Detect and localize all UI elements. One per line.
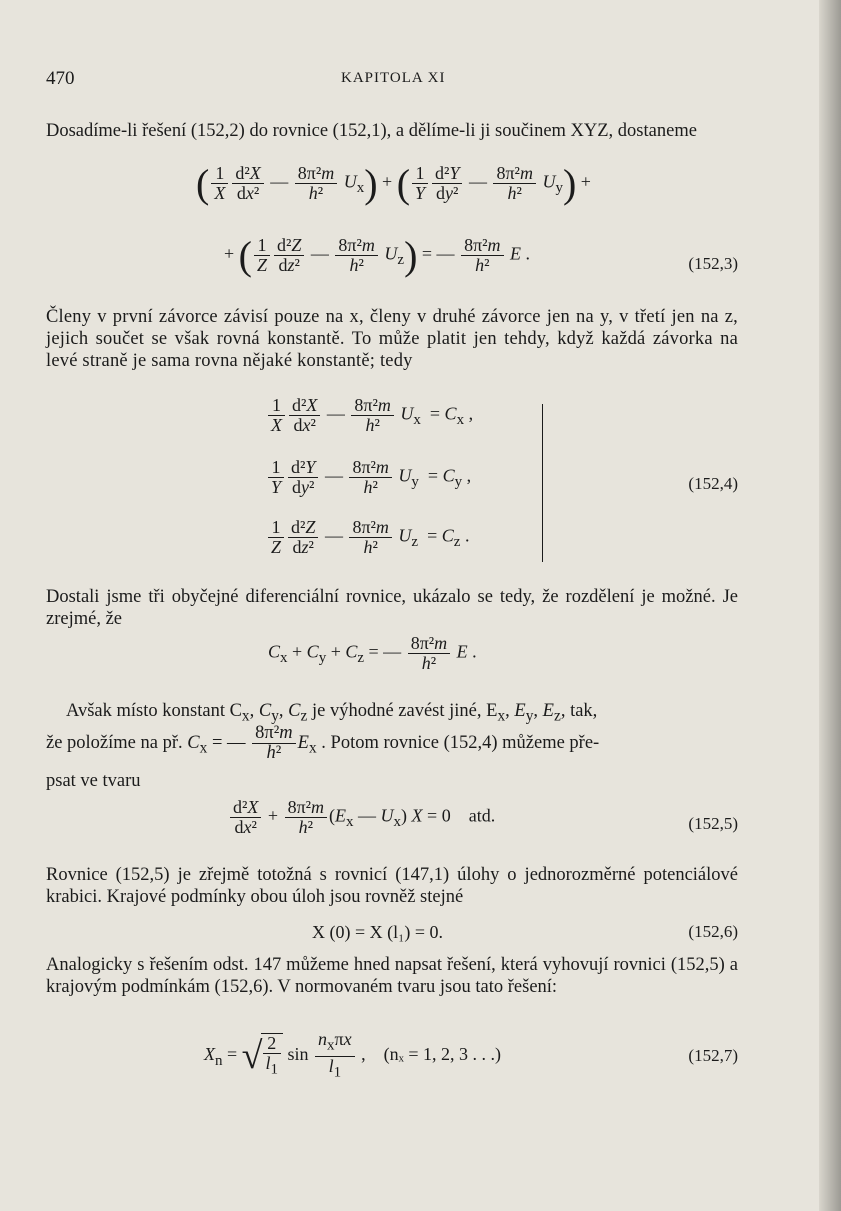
- p4-text-c: tak,: [570, 701, 598, 721]
- equation-constants-sum: $C_x + C_y + C_z$ = — $\frac{\text{8π²m}}{\text{h²}}$ E .: [268, 633, 477, 673]
- eq-number-152-5: (152,5): [688, 814, 738, 833]
- p4-text-a: Avšak místo konstant C: [66, 701, 242, 721]
- eq-number-152-3: (152,3): [688, 254, 738, 273]
- p4-text-b: je výhodné zavést jiné, E: [311, 701, 498, 721]
- equation-group-brace: [538, 404, 543, 562]
- equation-152-5: $\frac{\text{d²X}}{\text{dx²}}$ + $\frac{\text{8π²m}}{\text{h²}}$ ($E_x$ — $U_x$) X = 0 atd.: [228, 798, 495, 837]
- eq-number-152-7: (152,7): [688, 1046, 738, 1065]
- paragraph-4-line2: že položíme na př. $C_x$ = — $\frac{\text{8π²m}}{\text{h²}}$ $E_x$ . Potom rovnice (152,4) můžeme pře-: [46, 723, 600, 763]
- equation-152-3-line2: + ( $\frac{1}{Z}$ $\frac{\text{d²Z}}{\text{dz²}}$ — $\frac{\text{8π²m}}{\text{h²}}$ $U_z$) = — $\frac{\text{8π²m}}{\text{h²}}$ E .: [224, 233, 531, 278]
- paragraph-4-line3: psat ve tvaru: [46, 771, 141, 791]
- eq-number-152-4: (152,4): [688, 474, 738, 493]
- paragraph-2: Členy v první závorce závisí pouze na x, členy v druhé závorce jen na y, v třetí jen na z, jejich součet se však rovná konstantě. To může platit jen tehdy, když každá závorka na levé straně je sama rovna nějaké konstantě; tedy: [46, 307, 738, 371]
- page-edge: [819, 0, 841, 1211]
- equation-152-4-y: $\frac{1}{Y}$ $\frac{\text{d²Y}}{\text{dy²}}$ — $\frac{\text{8π²m}}{\text{h²}}$ $U_y = C_y$ ,: [266, 458, 471, 497]
- nx-range: (nₓ = 1, 2, 3 . . .): [383, 1044, 502, 1065]
- eq-number-152-6: (152,6): [688, 922, 738, 941]
- paragraph-1: Dosadíme-li řešení (152,2) do rovnice (152,1), a dělíme-li ji součinem XYZ, dostaneme: [46, 121, 697, 141]
- chapter-title: KAPITOLA XI: [341, 70, 446, 86]
- paragraph-3: Dostali jsme tři obyčejné diferenciální rovnice, ukázalo se tedy, že rozdělení je možné. Je zrejmé, že: [46, 587, 738, 629]
- page-number: 470: [46, 68, 75, 89]
- p4-text-e: Potom rovnice (152,4) můžeme pře-: [330, 732, 600, 753]
- equation-152-6: X (0) = X (l₁) = 0.: [312, 922, 444, 942]
- paragraph-5: Rovnice (152,5) je zřejmě totožná s rovnicí (147,1) úlohy o jednorozměrné potenciálové krabici. Krajové podmínky obou úloh jsou rovněž stejné: [46, 865, 738, 907]
- equation-152-7: $X_n$ = √ $\frac{2}{l_1}$ sin $n_x\pi x$ $l_1$ , (nₓ = 1, 2, 3 . . .): [204, 1029, 502, 1081]
- paragraph-6: Analogicky s řešením odst. 147 můžeme hned napsat řešení, která vyhovují rovnici (152,5) a krajovým podmínkám (152,6). V normovaném tvaru jsou tato řešení:: [46, 955, 738, 997]
- equation-152-3-line1: ( $\frac{1}{X}$ $\frac{\text{d²X}}{\text{dx²}}$ — $\frac{\text{8π²m}}{\text{h²}}$ $U_x$) + ( $\frac{1}{Y}$ $\frac{\text{d²Y}}{\text{dy²}}$ — $\frac{\text{8π²m}}{\text{h²}}$ $U_y$) +: [196, 161, 591, 206]
- equation-152-4-z: $\frac{1}{Z}$ $\frac{\text{d²Z}}{\text{dz²}}$ — $\frac{\text{8π²m}}{\text{h²}}$ $U_z = C_z$ .: [266, 518, 469, 557]
- paragraph-4-line1: Avšak místo konstant $C_x$, $C_y$, $C_z$ je výhodné zavést jiné, $E_x$, $E_y$, $E_z$, tak,: [66, 701, 598, 725]
- equation-152-4-x: $\frac{1}{X}$ $\frac{\text{d²X}}{\text{dx²}}$ — $\frac{\text{8π²m}}{\text{h²}}$ $U_x = C_x$ ,: [266, 396, 473, 435]
- atd-label: atd.: [468, 805, 496, 826]
- page-header: [46, 68, 781, 92]
- p4-text-d: že položíme na př.: [46, 732, 183, 753]
